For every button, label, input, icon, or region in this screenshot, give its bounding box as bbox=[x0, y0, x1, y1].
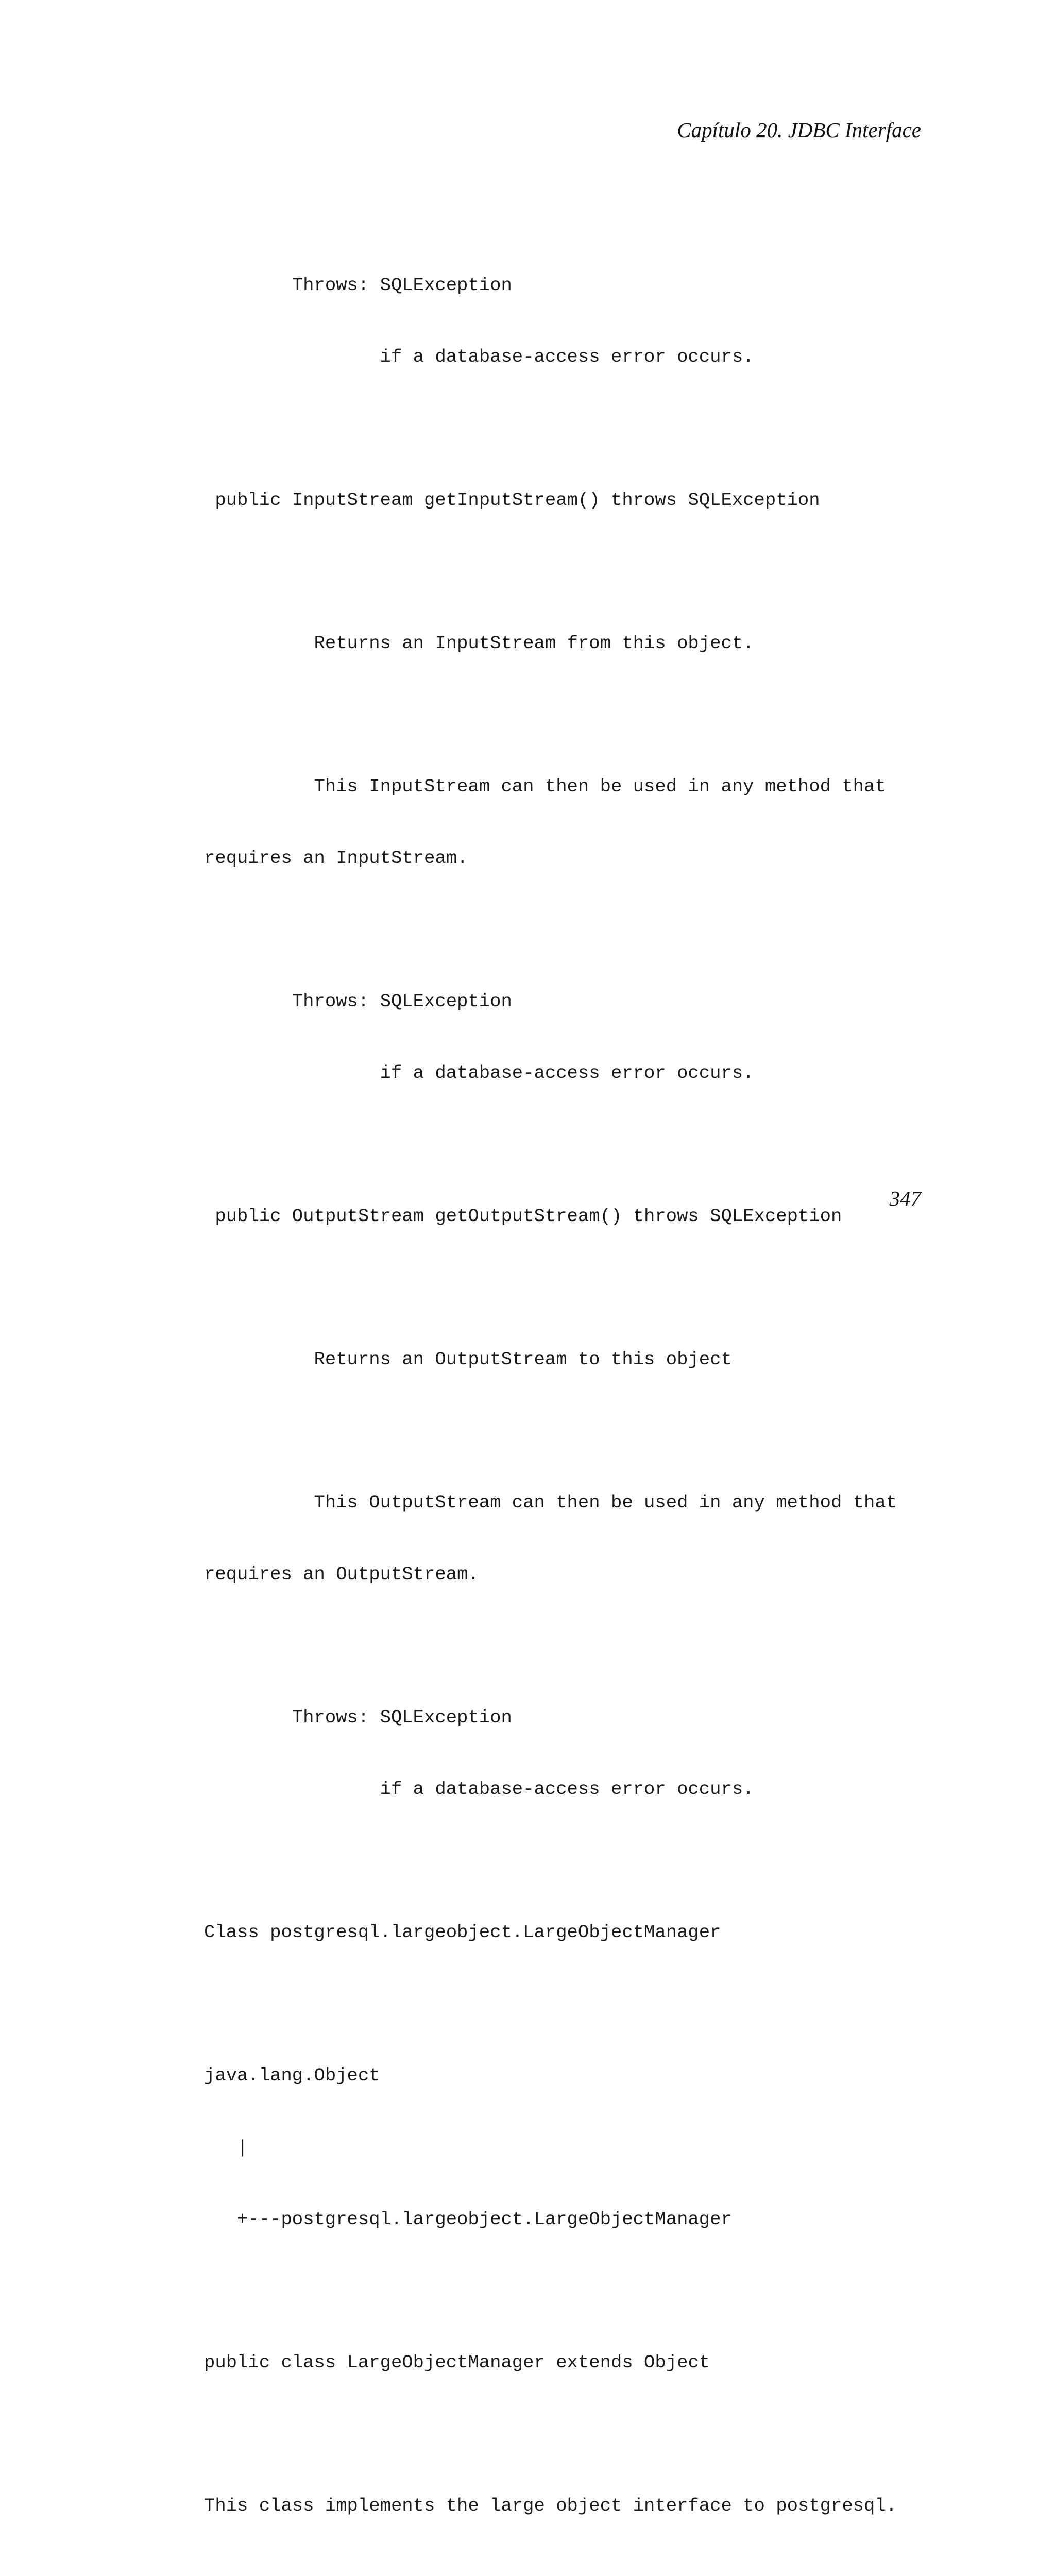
text-line: This InputStream can then be used in any method that bbox=[204, 775, 886, 797]
text-line: Returns an InputStream from this object. bbox=[204, 632, 754, 654]
text-line bbox=[204, 1634, 941, 1658]
method-signature: public OutputStream getOutputStream() throws SQLException bbox=[204, 1206, 842, 1227]
text-line: Throws: SQLException bbox=[204, 274, 512, 296]
class-declaration: public class LargeObjectManager extends Object bbox=[204, 2351, 710, 2373]
text-line bbox=[204, 703, 941, 727]
class-hierarchy-line: | bbox=[204, 2137, 248, 2158]
text-line bbox=[204, 417, 941, 440]
text-line: if a database-access error occurs. bbox=[204, 346, 754, 367]
text-line bbox=[204, 1849, 941, 1873]
text-line: This class implements the large object interface to postgresql. bbox=[204, 2495, 897, 2516]
text-line bbox=[204, 1992, 941, 2016]
text-line bbox=[204, 1419, 941, 1443]
text-line: This OutputStream can then be used in any method that bbox=[204, 1492, 897, 1514]
text-line: if a database-access error occurs. bbox=[204, 1062, 754, 1084]
class-hierarchy-line: +---postgresql.largeobject.LargeObjectManager bbox=[204, 2208, 732, 2230]
text-line: requires an InputStream. bbox=[204, 847, 468, 869]
text-line: Throws: SQLException bbox=[204, 1707, 512, 1728]
class-heading: Class postgresql.largeobject.LargeObjectManager bbox=[204, 1922, 721, 1943]
text-line bbox=[204, 918, 941, 942]
text-line: Returns an OutputStream to this object bbox=[204, 1349, 732, 1370]
page-number: 347 bbox=[889, 1187, 921, 1210]
chapter-header: Capítulo 20. JDBC Interface bbox=[677, 118, 921, 142]
text-line bbox=[204, 2422, 941, 2446]
class-hierarchy-line: java.lang.Object bbox=[204, 2065, 380, 2087]
text-line: Throws: SQLException bbox=[204, 991, 512, 1012]
text-line bbox=[204, 560, 941, 584]
text-line bbox=[204, 1133, 941, 1157]
text-line bbox=[204, 2279, 941, 2303]
text-line bbox=[204, 2566, 941, 2576]
text-line bbox=[204, 1276, 941, 1300]
text-line: requires an OutputStream. bbox=[204, 1564, 479, 1585]
method-signature: public InputStream getInputStream() throws SQLException bbox=[204, 489, 820, 511]
document-body bbox=[204, 226, 941, 2576]
text-line: if a database-access error occurs. bbox=[204, 1778, 754, 1800]
